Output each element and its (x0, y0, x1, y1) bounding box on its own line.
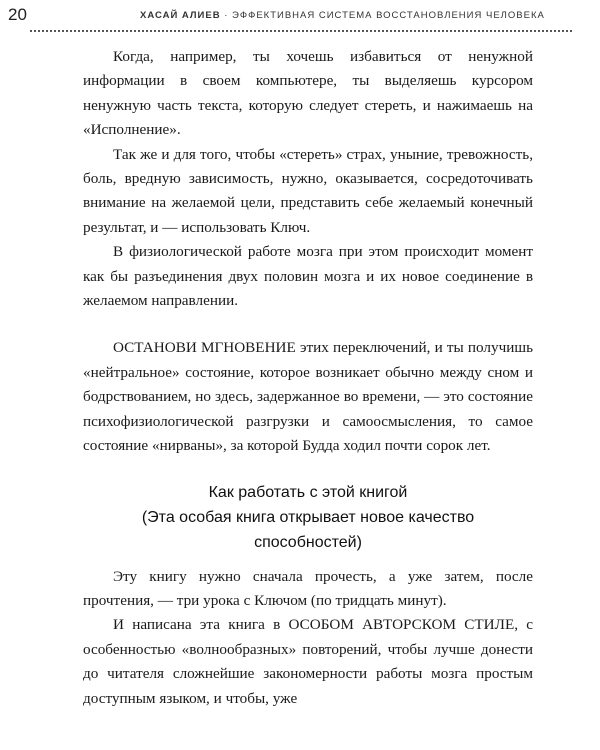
section-heading-subtitle-2: способностей) (254, 533, 362, 551)
section-heading (83, 480, 533, 555)
running-header (140, 10, 590, 21)
header-book-title: ЭФФЕКТИВНАЯ СИСТЕМА ВОССТАНОВЛЕНИЯ ЧЕЛОВЕКА (232, 10, 545, 21)
body-text (83, 45, 533, 711)
header-separator: · (224, 10, 229, 21)
paragraph-2: Так же и для того, чтобы «стереть» страх, уныние, тревожность, боль, вредную зависимость, нужно, оказывается, сосредоточивать внимание на желаемой цели, представить себе желаемый конечный результат, и — использовать Ключ. (83, 145, 533, 236)
paragraph-5: Эту книгу нужно сначала прочесть, а уже затем, после прочтения, — три урока с Ключом (по тридцать минут). (83, 567, 533, 609)
paragraph-6: И написана эта книга в ОСОБОМ АВТОРСКОМ СТИЛЕ, с особенностью «волнообразных» повторений, чтобы лучше донести до читателя сложнейшие закономерности работы мозга простым доступным языком, и чтобы, уже (83, 616, 533, 707)
paragraph-1: Когда, например, ты хочешь избавиться от ненужной информации в своем компьютере, ты выделяешь курсором ненужную часть текста, которую следует стереть, и нажимаешь на «Исполнение». (83, 48, 533, 139)
header-divider (30, 30, 572, 32)
paragraph-3: В физиологической работе мозга при этом происходит момент как бы разъединения двух половин мозга и их новое соединение в желаемом направлении. (83, 243, 533, 310)
section-heading-subtitle-1: (Эта особая книга открывает новое качество (141, 508, 475, 526)
header-author: ХАСАЙ АЛИЕВ (140, 10, 221, 21)
paragraph-4: ОСТАНОВИ МГНОВЕНИЕ этих переключений, и ты получишь «нейтральное» состояние, которое возникает обычно между сном и бодрствованием, но здесь, задержанное во времени, — это состояние психофизиологической разгрузки и самоосмысления, то самое состояние «нирваны», за которой Будда ходил почти сорок лет. (83, 339, 533, 455)
section-heading-title: Как работать с этой книгой (208, 483, 408, 501)
page-number: 20 (8, 5, 27, 24)
